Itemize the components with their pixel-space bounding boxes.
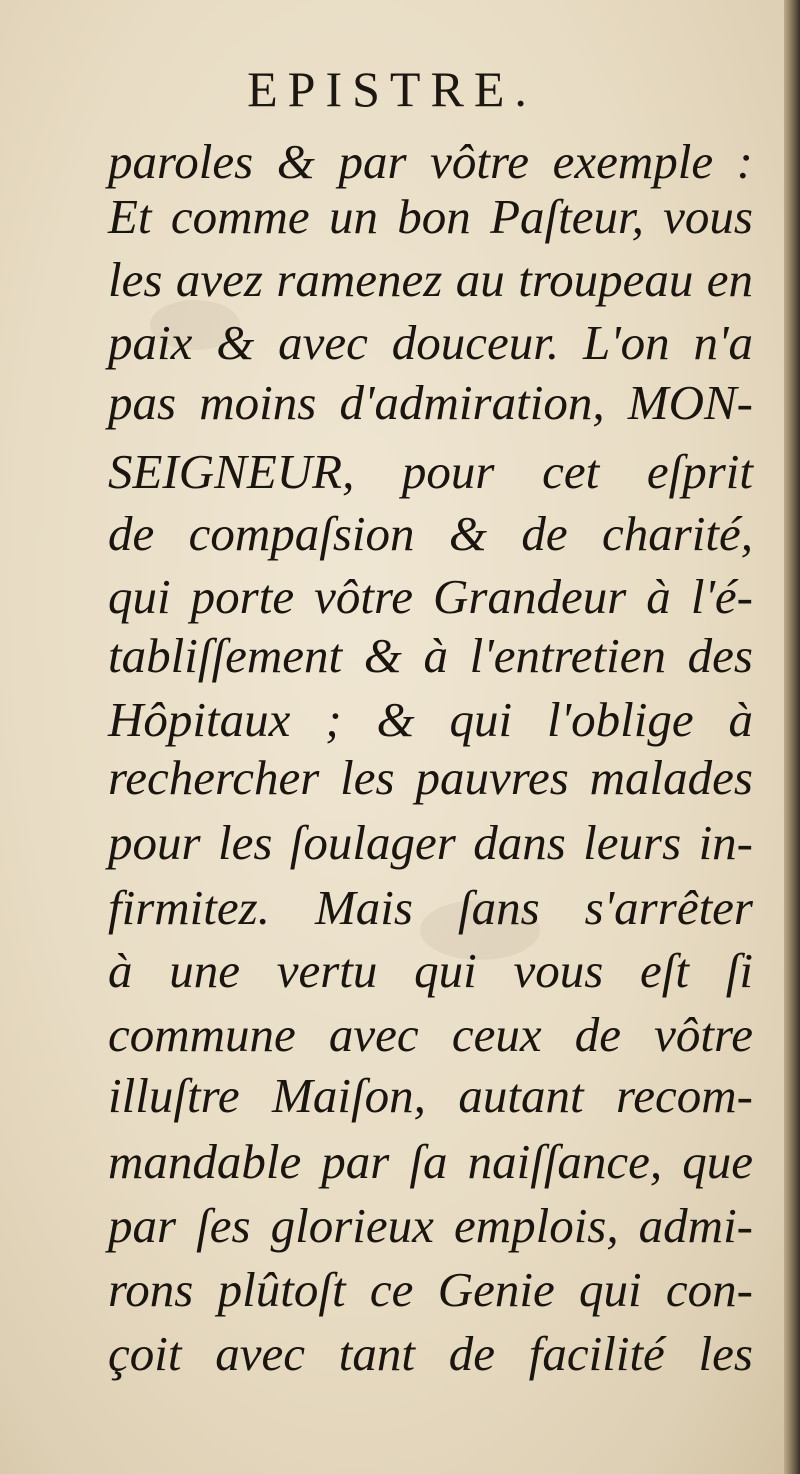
text-line: firmitez. Mais ſans s'arrêter: [108, 880, 753, 935]
text-line: mandable par ſa naiſſance, que: [108, 1134, 753, 1189]
page-edge-shadow: [784, 0, 800, 1474]
text-line: de compaſsion & de charité,: [108, 506, 753, 561]
text-line: illuſtre Maiſon, autant recom-: [108, 1068, 753, 1123]
text-line: paroles & par vôtre exemple :: [108, 134, 753, 189]
text-line: commune avec ceux de vôtre: [108, 1007, 753, 1062]
text-line: rons plûtoſt ce Genie qui con-: [108, 1262, 753, 1317]
text-line: pas moins d'admiration, MON-: [108, 375, 753, 430]
text-line: tabliſſement & à l'entretien des: [108, 628, 753, 683]
text-line: paix & avec douceur. L'on n'a: [108, 315, 753, 370]
text-line: à une vertu qui vous eſt ſi: [108, 943, 753, 998]
text-line: Et comme un bon Paſteur, vous: [108, 189, 753, 244]
text-line: par ſes glorieux emplois, admi-: [108, 1198, 753, 1253]
text-line: les avez ramenez au troupeau en: [108, 252, 753, 307]
text-line: pour les ſoulager dans leurs in-: [108, 815, 753, 870]
text-line: SEIGNEUR, pour cet eſprit: [108, 444, 753, 499]
text-line: çoit avec tant de facilité les: [108, 1326, 753, 1381]
running-heading: EPISTRE.: [247, 61, 537, 117]
text-line: Hôpitaux ; & qui l'oblige à: [108, 692, 753, 747]
text-line: rechercher les pauvres malades: [108, 750, 753, 805]
text-line: qui porte vôtre Grandeur à l'é-: [108, 569, 753, 624]
